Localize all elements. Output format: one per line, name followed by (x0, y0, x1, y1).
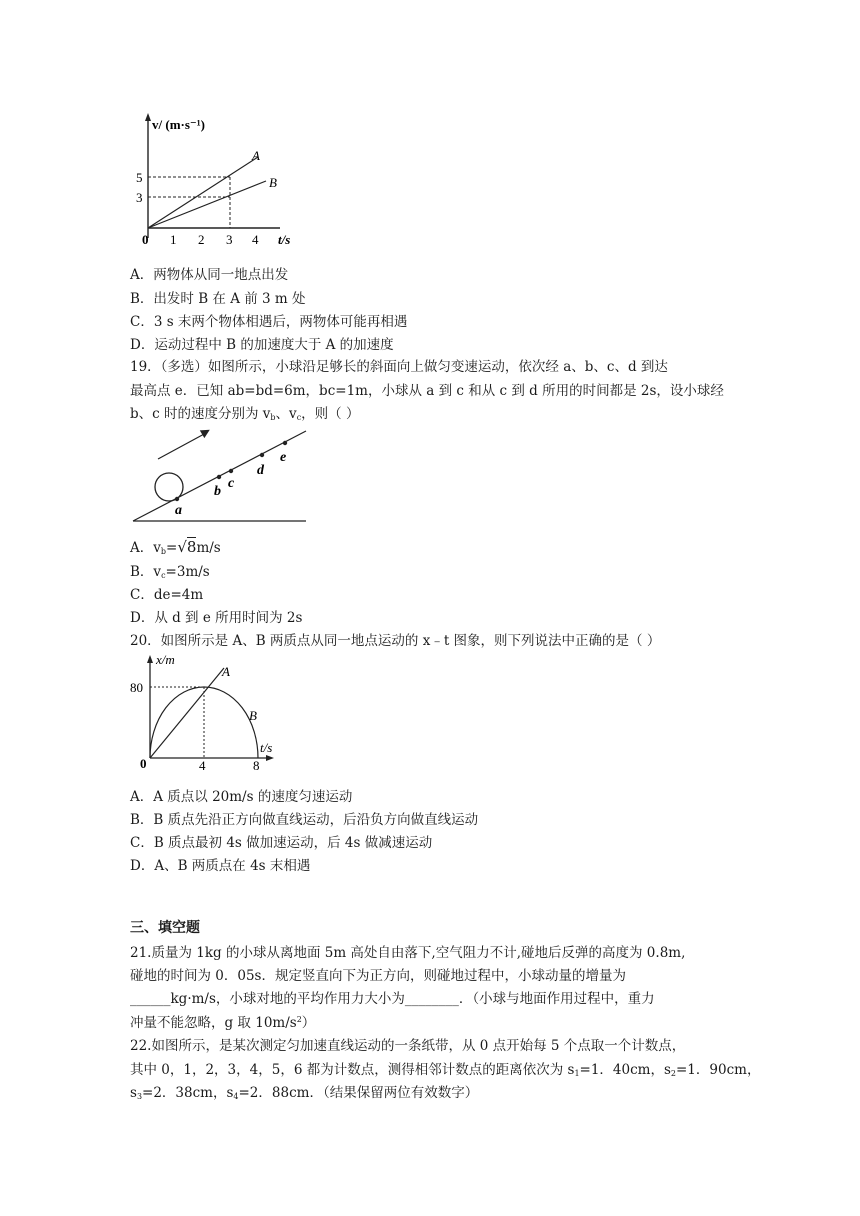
q18-option-c: C．3 s 末两个物体相遇后，两物体可能再相遇 (130, 314, 408, 330)
q20-option-a: A．A 质点以 20m/s 的速度匀速运动 (130, 789, 353, 805)
q20-option-c: C．B 质点最初 4s 做加速运动，后 4s 做减速运动 (130, 835, 433, 851)
y-axis-arrow (147, 655, 153, 663)
line-A (150, 668, 224, 758)
velocity-time-graph (128, 110, 291, 250)
q19-option-b: B．$v_c=3m/s$ (130, 564, 210, 580)
q20-option-d: D．A、B 两质点在 4s 末相遇 (130, 858, 311, 874)
displacement-time-graph (128, 650, 278, 775)
label-c: c (228, 476, 235, 491)
point-c (229, 469, 233, 473)
x-tick-3: 3 (226, 232, 233, 247)
line-A-label: A (222, 664, 230, 679)
line-A (148, 157, 258, 228)
y-axis-label: x/m (156, 652, 175, 667)
y-axis-arrow (145, 113, 151, 121)
q19-option-a: A．$v_b=√8m/s$ (130, 538, 221, 556)
y-axis-label: v/ (m·s⁻¹) (152, 117, 206, 132)
x-tick-1: 1 (170, 232, 177, 247)
line-B-label: B (269, 175, 277, 190)
incline-diagram (128, 426, 318, 526)
motion-arrow-head (200, 430, 211, 439)
q22-line-3: $s_3=2$．38cm，$s_4=2$．88cm．（结果保留两位有效数字） (130, 1085, 479, 1101)
y-tick-5: 5 (136, 170, 143, 185)
x-axis-arrow (266, 755, 274, 761)
q21-line-4: 冲量不能忽略，g 取 $10m/s^2$） (130, 1015, 316, 1031)
line-B (148, 181, 266, 228)
q22-line-2: 其中 0，1，2，3，4，5，6 都为计数点，测得相邻计数点的距离依次为 $s_1=1$．40cm，$s_2=1$．90cm， (130, 1062, 761, 1078)
y-tick-3: 3 (136, 190, 143, 205)
ball (155, 473, 183, 501)
sqrt-symbol: √ (177, 538, 187, 556)
label-e: e (280, 450, 287, 465)
q21-line-3: ______kg·m/s，小球对地的平均作用力大小为________．（小球与地面作用过程中，重力 (130, 991, 655, 1007)
motion-arrow-shaft (158, 433, 206, 459)
x-axis-label: t/s (260, 740, 273, 755)
q18-option-b: B．出发时 B 在 A 前 3 m 处 (130, 291, 306, 307)
point-b (217, 475, 221, 479)
x-tick-4: 4 (252, 232, 259, 247)
q21-line-1: 21.质量为 1kg 的小球从离地面 5m 高处自由落下,空气阻力不计,碰地后反弹的高度为 0.8m, (130, 945, 686, 961)
y-tick-80: 80 (130, 680, 143, 695)
label-d: d (257, 463, 264, 478)
q18-option-a: A．两物体从同一地点出发 (130, 267, 289, 283)
x-tick-0: 0 (142, 232, 149, 247)
section-heading: 三、填空题 (130, 920, 200, 936)
q21-line-2: 碰地的时间为 0．05s．规定竖直向下为正方向，则碰地过程中，小球动量的增量为 (130, 968, 626, 984)
point-a (175, 497, 179, 501)
q19-line-1: 19．（多选）如图所示，小球沿足够长的斜面向上做匀变速运动，依次经 a、b、c、d 到达 (130, 359, 668, 375)
q19-line-2: 最高点 e．已知 ab=bd=6m，bc=1m，小球从 a 到 c 和从 c 到 d 所用的时间都是 2s，设小球经 (130, 383, 724, 399)
point-d (260, 453, 264, 457)
x-tick-0: 0 (140, 756, 147, 771)
q18-option-d: D．运动过程中 B 的加速度大于 A 的加速度 (130, 337, 394, 353)
x-axis-label: t/s (278, 232, 291, 247)
q19-option-c: C．de=4m (130, 587, 204, 603)
x-tick-8: 8 (253, 758, 260, 773)
x-tick-2: 2 (198, 232, 205, 247)
point-e (283, 441, 287, 445)
q20-stem: 20．如图所示是 A、B 两质点从同一地点运动的 x﹣t 图象，则下列说法中正确的是（ ） (130, 633, 661, 649)
q19-line-3: b、c 时的速度分别为 $v_b$、$v_c$，则（ ） (130, 406, 360, 422)
q22-line-1: 22.如图所示，是某次测定匀加速直线运动的一条纸带，从 0 点开始每 5 个点取一个计数点， (130, 1038, 686, 1054)
label-b: b (214, 484, 221, 499)
x-tick-4: 4 (199, 758, 206, 773)
q19-option-d: D．从 d 到 e 所用时间为 2s (130, 610, 303, 626)
q20-option-b: B．B 质点先沿正方向做直线运动，后沿负方向做直线运动 (130, 812, 479, 828)
curve-B-label: B (249, 708, 257, 723)
label-a: a (175, 503, 182, 518)
line-A-label: A (252, 148, 260, 163)
